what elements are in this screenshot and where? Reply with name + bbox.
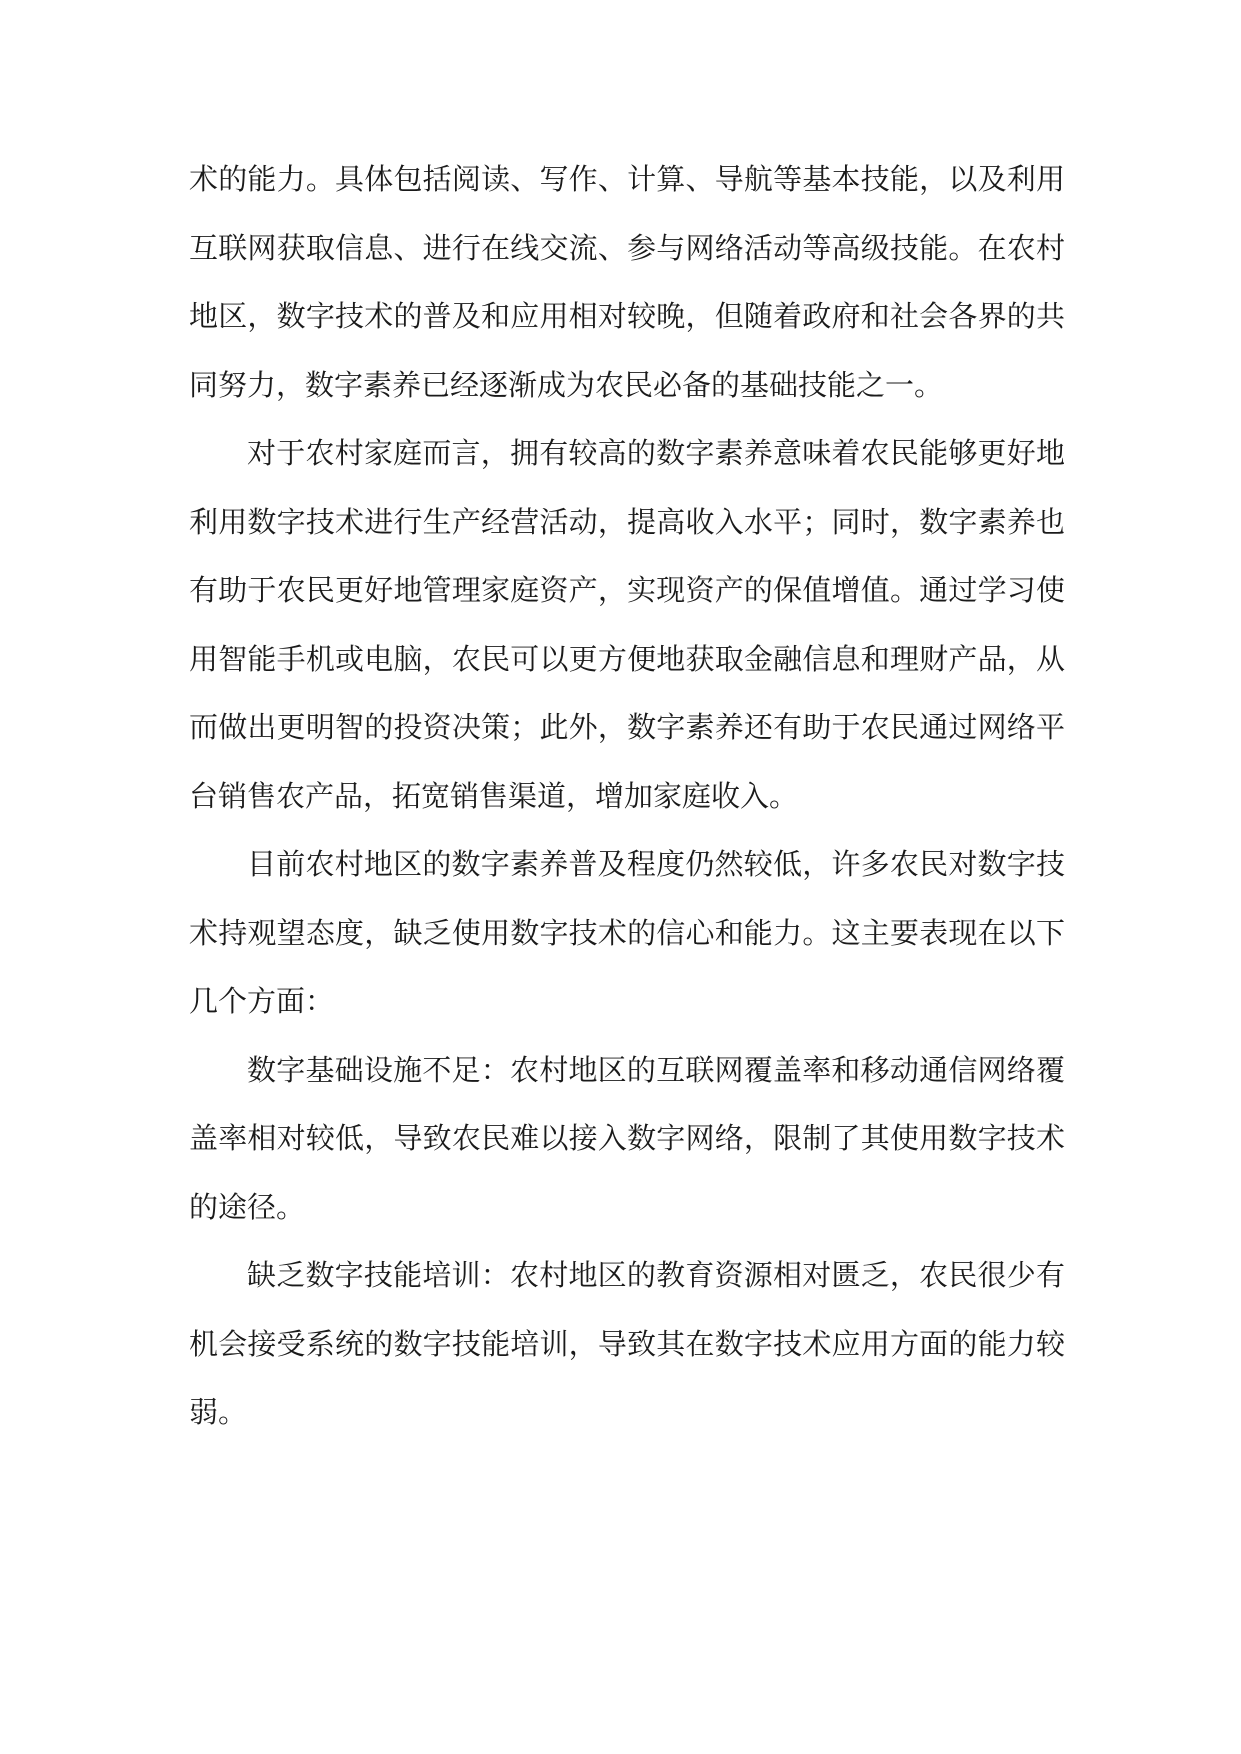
paragraph-infrastructure: 数字基础设施不足：农村地区的互联网覆盖率和移动通信网络覆盖率相对较低，导致农民难以接入数字网络，限制了其使用数字技术的途径。 (189, 1052, 1065, 1224)
paragraph-current-status: 目前农村地区的数字素养普及程度仍然较低，许多农民对数字技术持观望态度，缺乏使用数字技术的信心和能力。这主要表现在以下几个方面： (189, 847, 1065, 1018)
document-body (189, 145, 1065, 1447)
paragraph-continuation: 术的能力。具体包括阅读、写作、计算、导航等基本技能，以及利用互联网获取信息、进行在线交流、参与网络活动等高级技能。在农村地区，数字技术的普及和应用相对较晚，但随着政府和社会各界的共同努力，数字素养已经逐渐成为农民必备的基础技能之一。 (189, 162, 1065, 402)
paragraph-rural-households: 对于农村家庭而言，拥有较高的数字素养意味着农民能够更好地利用数字技术进行生产经营活动，提高收入水平；同时，数字素养也有助于农民更好地管理家庭资产，实现资产的保值增值。通过学习使用智能手机或电脑，农民可以更方便地获取金融信息和理财产品，从而做出更明智的投资决策；此外，数字素养还有助于农民通过网络平台销售农产品，拓宽销售渠道，增加家庭收入。 (189, 436, 1065, 813)
paragraph-training: 缺乏数字技能培训：农村地区的教育资源相对匮乏，农民很少有机会接受系统的数字技能培训，导致其在数字技术应用方面的能力较弱。 (189, 1258, 1065, 1429)
